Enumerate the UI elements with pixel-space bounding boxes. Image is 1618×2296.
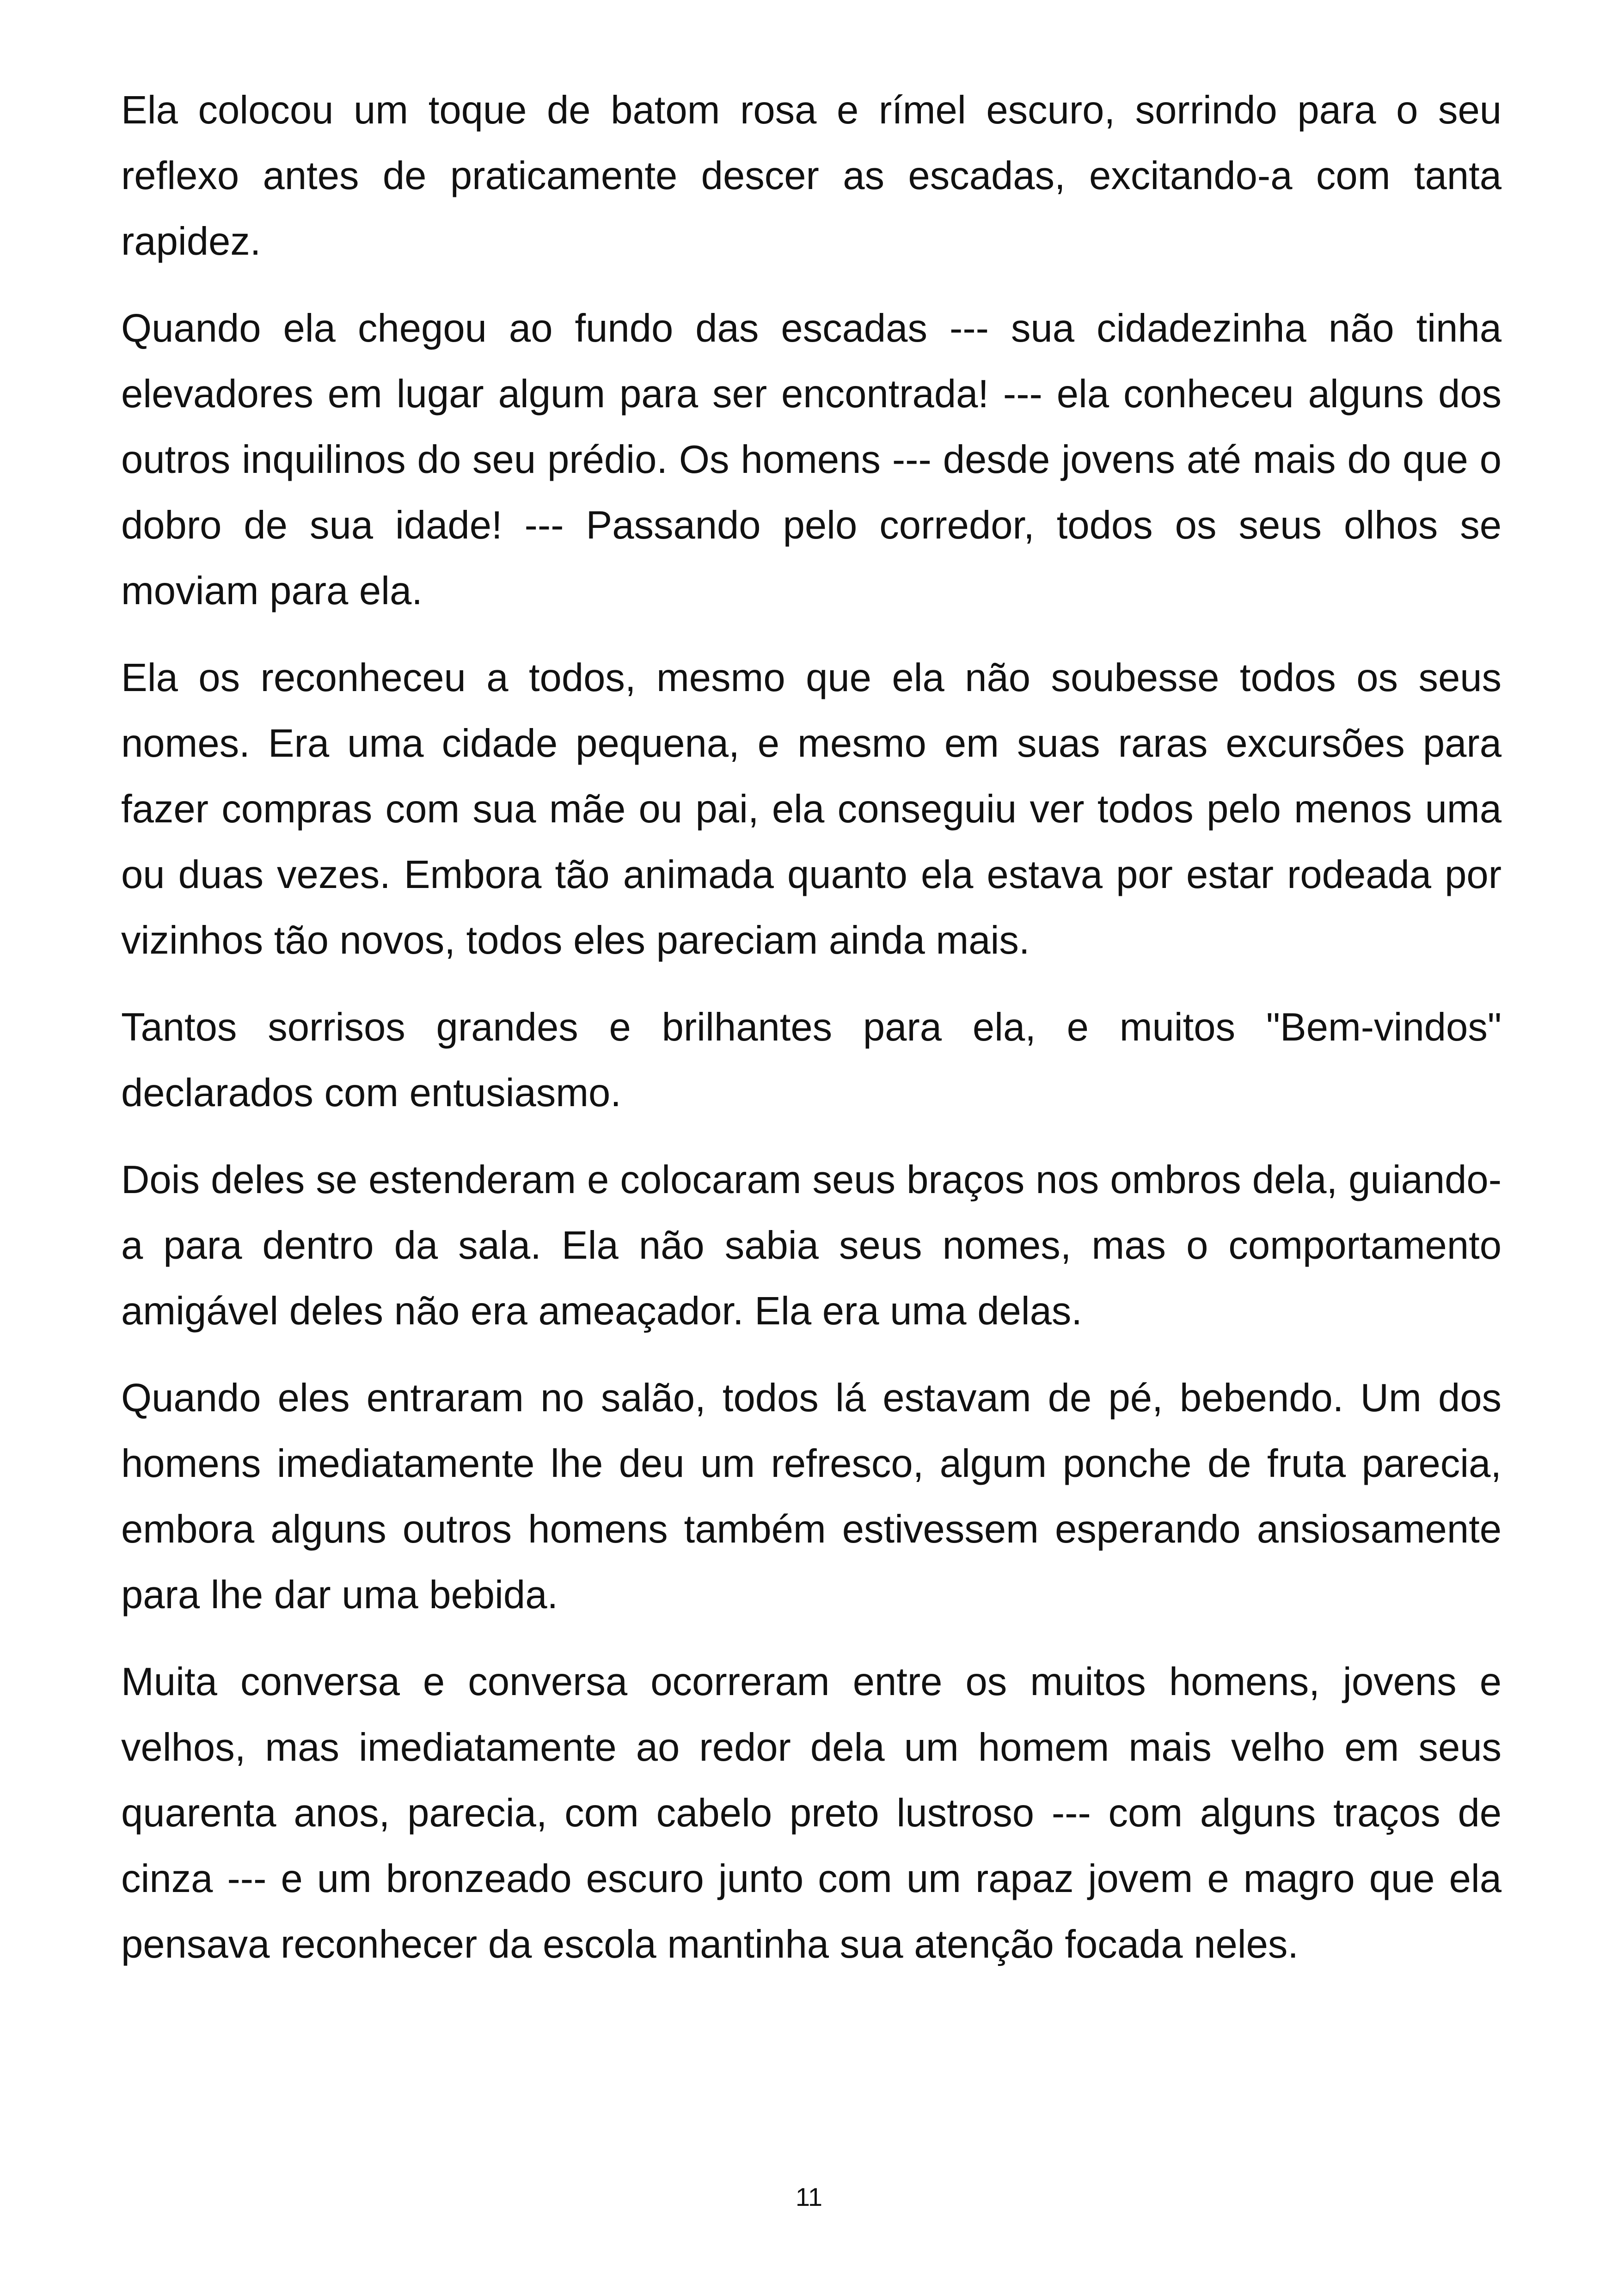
paragraph-5: Dois deles se estenderam e colocaram seus braços nos ombros dela, guiando-a para dentro da sala. Ela não sabia seus nomes, mas o comportamento amigável deles não era ameaçador. Ela era uma delas. (121, 1158, 1502, 1333)
paragraph-4: Tantos sorrisos grandes e brilhantes para ela, e muitos "Bem-vindos" declarados com entusiasmo. (121, 1005, 1502, 1115)
paragraph-2: Quando ela chegou ao fundo das escadas --- sua cidadezinha não tinha elevadores em lugar algum para ser encontrada! --- ela conheceu alguns dos outros inquilinos do seu prédio. Os homens --- desde jovens até mais do que o dobro de sua idade! --- Passando pelo corredor, todos os seus olhos se moviam para ela. (121, 306, 1502, 613)
page-number: 11 (795, 2182, 823, 2211)
paragraph-6: Quando eles entraram no salão, todos lá estavam de pé, bebendo. Um dos homens imediatamente lhe deu um refresco, algum ponche de fruta parecia, embora alguns outros homens também estivessem esperando ansiosamente para lhe dar uma bebida. (121, 1376, 1502, 1617)
paragraph-7: Muita conversa e conversa ocorreram entre os muitos homens, jovens e velhos, mas imediatamente ao redor dela um homem mais velho em seus quarenta anos, parecia, com cabelo preto lustroso --- com alguns traços de cinza --- e um bronzeado escuro junto com um rapaz jovem e magro que ela pensava reconhecer da escola mantinha sua atenção focada neles. (121, 1660, 1502, 1966)
paragraph-1: Ela colocou um toque de batom rosa e rímel escuro, sorrindo para o seu reflexo antes de praticamente descer as escadas, excitando-a com tanta rapidez. (121, 88, 1502, 263)
body-text (121, 78, 1502, 1999)
paragraph-3: Ela os reconheceu a todos, mesmo que ela não soubesse todos os seus nomes. Era uma cidade pequena, e mesmo em suas raras excursões para fazer compras com sua mãe ou pai, ela conseguiu ver todos pelo menos uma ou duas vezes. Embora tão animada quanto ela estava por estar rodeada por vizinhos tão novos, todos eles pareciam ainda mais. (121, 656, 1502, 962)
